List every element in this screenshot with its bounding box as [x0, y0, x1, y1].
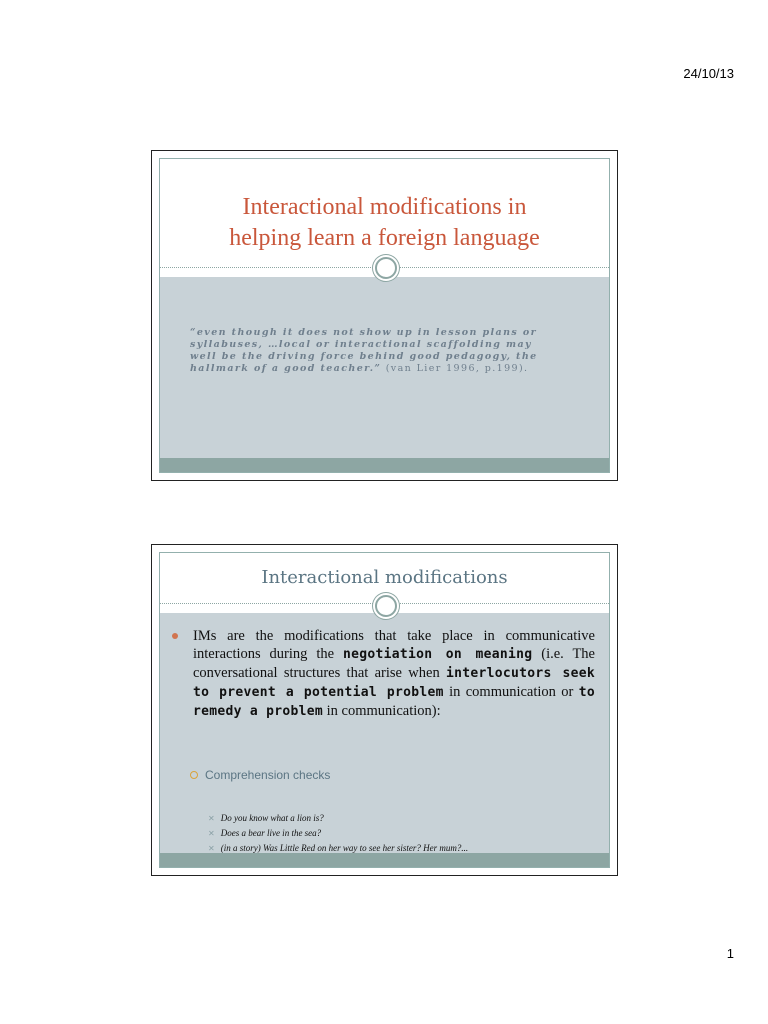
bullet-bold-term: to remedy a problem	[193, 685, 595, 719]
slide-1	[151, 150, 618, 481]
main-bullet	[172, 627, 595, 721]
example-text: Does a bear live in the sea?	[220, 828, 322, 838]
bullet-text-part: IMs are the modifications that take place in communicative interactions during the	[193, 628, 595, 662]
page-number: 1	[726, 946, 734, 961]
x-bullet-icon: ✕	[208, 829, 215, 838]
example-text: Do you know what a lion is?	[220, 813, 324, 823]
main-bullet-text	[172, 627, 595, 721]
example-list	[208, 811, 468, 856]
quote-text: “even though it does not show up in lesson plans or syllabuses, …local or interactional scaffolding may well be the driving force behind good pedagogy, the hallmark of a good teacher.”	[190, 327, 538, 374]
slide-2	[151, 544, 618, 876]
ring-ornament-icon	[375, 595, 397, 617]
slide-1-title-area	[160, 159, 609, 267]
page-date: 24/10/13	[683, 66, 734, 81]
slide-1-title-line-1: Interactional modifications in	[242, 194, 527, 220]
x-bullet-icon: ✕	[208, 844, 215, 853]
circle-bullet-icon	[190, 771, 198, 779]
quote-citation: (van Lier 1996, p.199).	[381, 363, 529, 374]
bullet-text-part: in communication or	[443, 684, 579, 700]
x-bullet-icon: ✕	[208, 814, 215, 823]
slide-2-title: Interactional modifications	[261, 567, 508, 588]
list-item	[208, 811, 468, 826]
slide-2-body	[160, 613, 609, 853]
ring-ornament-icon	[375, 257, 397, 279]
slide-1-body	[160, 277, 609, 458]
sub-bullet-label: Comprehension checks	[205, 768, 331, 782]
slide-1-frame	[159, 158, 610, 473]
bullet-bold-term: interlocutors seek to prevent a potential problem	[193, 666, 596, 700]
slide-1-footer-band	[160, 458, 609, 472]
example-text: (in a story) Was Little Red on her way to see her sister? Her mum?...	[220, 843, 469, 853]
slide-1-quote	[190, 327, 554, 375]
sub-bullet	[190, 768, 330, 782]
bullet-bold-term: negotiation on meaning	[342, 647, 533, 662]
list-item	[208, 826, 468, 841]
bullet-text-part: in communication):	[323, 703, 441, 719]
slide-2-frame	[159, 552, 610, 868]
slide-1-title-line-2: helping learn a foreign language	[229, 225, 540, 251]
slide-1-title	[160, 192, 609, 254]
slide-2-footer-band	[160, 853, 609, 867]
bullet-dot-icon	[172, 633, 178, 639]
bullet-text-part: (i.e. The conversational structures that arise when	[193, 646, 595, 681]
